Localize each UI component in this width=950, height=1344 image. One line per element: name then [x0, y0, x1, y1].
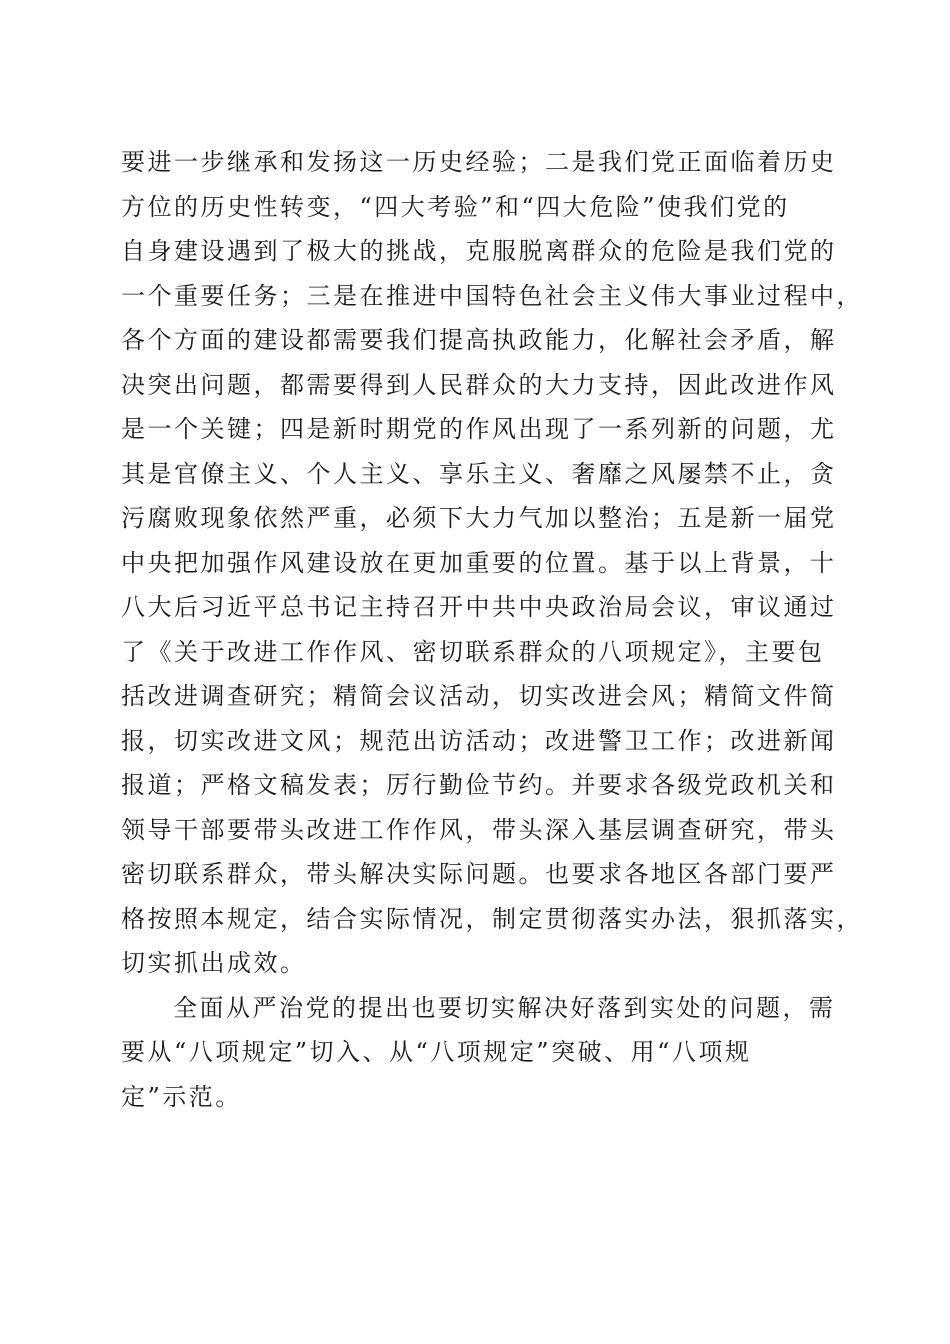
text-line: 是一个关键；四是新时期党的作风出现了一系列新的问题，尤 — [121, 415, 837, 443]
text-line: 污腐败现象依然严重，必须下大力气加以整治；五是新一届党 — [121, 504, 837, 532]
text-line: 领导干部要带头改进工作作风，带头深入基层调查研究，带头 — [121, 815, 837, 844]
text-line: 决突出问题，都需要得到人民群众的大力支持，因此改进作风 — [121, 370, 837, 399]
text-line: 定”示范。 — [121, 1082, 242, 1111]
text-line: 全面从严治党的提出也要切实解决好落到实处的问题，需 — [173, 993, 836, 1022]
text-line: 密切联系群众，带头解决实际问题。也要求各地区各部门要严 — [121, 860, 837, 888]
text-line: 要进一步继承和发扬这一历史经验；二是我们党正面临着历史 — [121, 148, 837, 176]
document-body — [121, 140, 863, 1119]
text-line: 一个重要任务；三是在推进中国特色社会主义伟大事业过程中， — [121, 281, 863, 310]
text-line: 方位的历史性转变，“四大考验”和“四大危险”使我们党的 — [121, 192, 790, 221]
text-line: 中央把加强作风建设放在更加重要的位置。基于以上背景，十 — [121, 548, 837, 577]
text-line: 八大后习近平总书记主持召开中共中央政治局会议，审议通过 — [121, 593, 837, 621]
text-line: 要从“八项规定”切入、从“八项规定”突破、用“八项规 — [121, 1038, 752, 1066]
text-line: 格按照本规定，结合实际情况，制定贯彻落实办法，狠抓落实， — [121, 904, 863, 933]
text-line: 各个方面的建设都需要我们提高执政能力，化解社会矛盾，解 — [121, 326, 837, 354]
paragraph-1 — [121, 140, 863, 986]
text-line: 报，切实改进文风；规范出访活动；改进警卫工作；改进新闻 — [121, 726, 837, 755]
paragraph-2 — [121, 986, 836, 1120]
text-line: 报道；严格文稿发表；厉行勤俭节约。并要求各级党政机关和 — [121, 771, 837, 799]
text-line: 括改进调查研究；精简会议活动，切实改进会风；精简文件简 — [121, 682, 837, 710]
text-line: 切实抓出成效。 — [121, 949, 307, 977]
text-line: 了《关于改进工作作风、密切联系群众的八项规定》，主要包 — [121, 637, 825, 666]
text-line: 自身建设遇到了极大的挑战，克服脱离群众的危险是我们党的 — [121, 237, 837, 265]
text-line: 其是官僚主义、个人主义、享乐主义、奢靡之风屡禁不止，贪 — [121, 459, 837, 488]
